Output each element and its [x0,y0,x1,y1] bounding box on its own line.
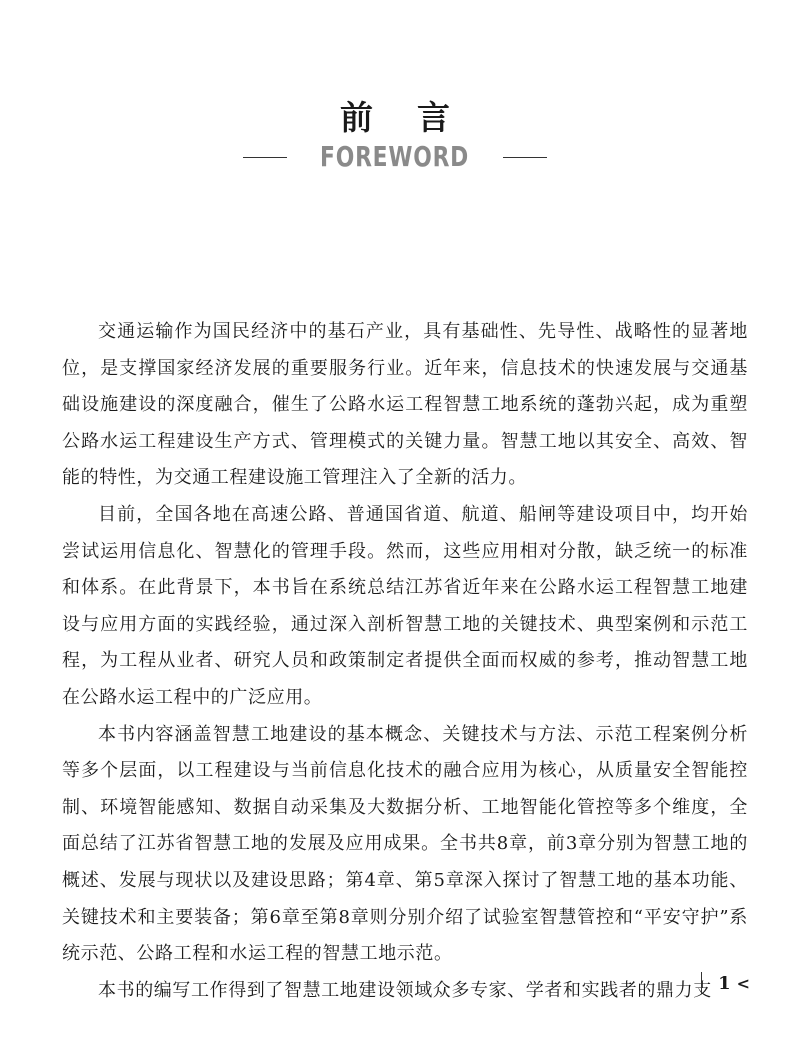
paragraph: 本书的编写工作得到了智慧工地建设领域众多专家、学者和实践者的鼎力支 [98,979,712,1001]
subtitle-word: FOREWORD [320,140,470,173]
body-text [62,314,748,1009]
subtitle-rule-right [503,157,547,158]
footer-divider [701,972,702,994]
paragraph: 交通运输作为国民经济中的基石产业，具有基础性、先导性、战略性的显著地位，是支撑国家经济发展的重要服务行业。近年来，信息技术的快速发展与交通基础设施建设的深度融合，催生了公路水运工程智慧工地系统的蓬勃兴起，成为重塑公路水运工程建设生产方式、管理模式的关键力量。智慧工地以其安全、高效、智能的特性，为交通工程建设施工管理注入了全新的活力。 [62,321,748,489]
page-subtitle [0,142,790,172]
page-title: 前言 [340,98,494,137]
paragraph: 本书内容涵盖智慧工地建设的基本概念、关键技术与方法、示范工程案例分析等多个层面，以工程建设与当前信息化技术的融合应用为核心，从质量安全智能控制、环境智能感知、数据自动采集及大数据分析、工地智能化管控等多个维度，全面总结了江苏省智慧工地的发展及应用成果。全书共8章，前3章分别为智慧工地的概述、发展与现状以及建设思路；第4章、第5章深入探讨了智慧工地的基本功能、关键技术和主要装备；第6章至第8章则分别介绍了试验室智慧管控和“平安守护”系统示范、公路工程和水运工程的智慧工地示范。 [62,723,748,965]
page-arrow-icon: < [736,973,750,993]
paragraph: 目前，全国各地在高速公路、普通国省道、航道、船闸等建设项目中，均开始尝试运用信息化、智慧化的管理手段。然而，这些应用相对分散，缺乏统一的标准和体系。在此背景下，本书旨在系统总结江苏省近年来在公路水运工程智慧工地建设与应用方面的实践经验，通过深入剖析智慧工地的关键技术、典型案例和示范工程，为工程从业者、研究人员和政策制定者提供全面而权威的参考，推动智慧工地在公路水运工程中的广泛应用。 [62,503,748,708]
page-footer [701,972,750,994]
subtitle-rule-left [243,157,287,158]
page-number: 1 [718,972,731,994]
